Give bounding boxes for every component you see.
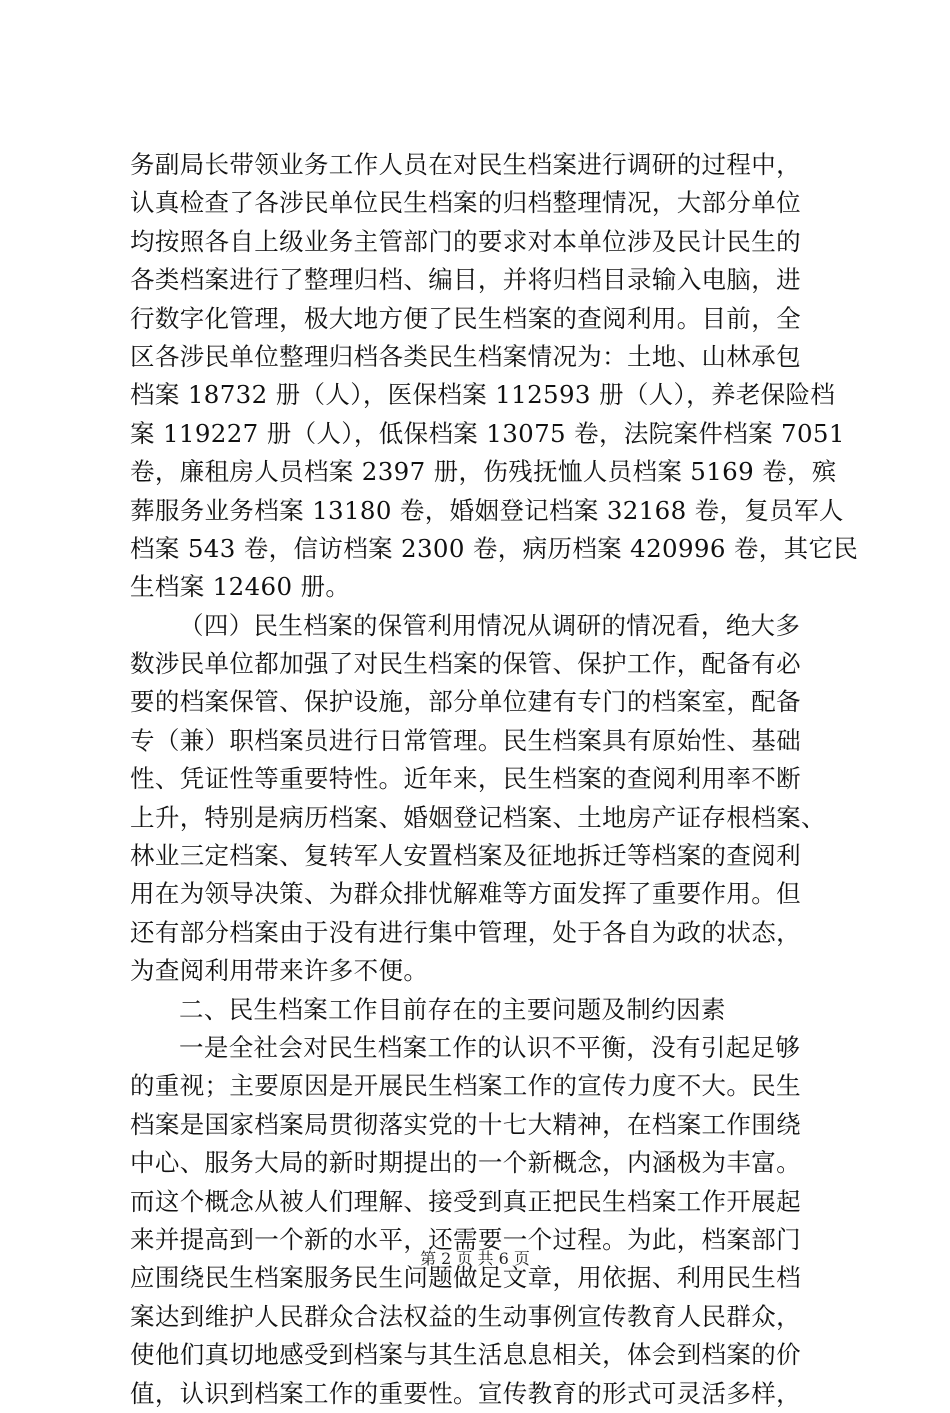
page-number-footer: 第 2 页 共 6 页: [420, 1249, 530, 1268]
text-line: 行数字化管理，极大地方便了民生档案的查阅利用。目前，全: [130, 303, 801, 333]
text-line: 来并提高到一个新的水平，还需要一个过程。为此，档案部门: [130, 1224, 801, 1254]
text-line: 为查阅利用带来许多不便。: [130, 956, 429, 986]
text-line: 认真检查了各涉民单位民生档案的归档整理情况，大部分单位: [130, 188, 801, 218]
document-body: [130, 146, 859, 1413]
paragraph-start-line: （四）民生档案的保管利用情况从调研的情况看，绝大多: [179, 610, 801, 640]
text-line: 而这个概念从被人们理解、接受到真正把民生档案工作开展起: [130, 1186, 801, 1216]
text-line: 用在为领导决策、为群众排忧解难等方面发挥了重要作用。但: [130, 879, 801, 909]
text-line: 性、凭证性等重要特性。近年来，民生档案的查阅利用率不断: [130, 764, 801, 794]
text-line: 生档案 12460 册。: [130, 572, 351, 602]
text-line: 卷，廉租房人员档案 2397 册，伤残抚恤人员档案 5169 卷，殡: [130, 457, 837, 487]
text-line: 葬服务业务档案 13180 卷，婚姻登记档案 32168 卷，复员军人: [130, 495, 844, 525]
section-heading: 二、民生档案工作目前存在的主要问题及制约因素: [179, 994, 726, 1024]
text-line: 还有部分档案由于没有进行集中管理，处于各自为政的状态，: [130, 917, 801, 947]
text-line: 案达到维护人民群众合法权益的生动事例宣传教育人民群众，: [130, 1301, 801, 1331]
text-line: 使他们真切地感受到档案与其生活息息相关，体会到档案的价: [130, 1340, 801, 1370]
text-line: 要的档案保管、保护设施，部分单位建有专门的档案室，配备: [130, 687, 801, 717]
text-line: 案 119227 册（人），低保档案 13075 卷，法院案件档案 7051: [130, 418, 845, 448]
text-line: 区各涉民单位整理归档各类民生档案情况为：土地、山林承包: [130, 341, 801, 371]
text-line: 档案 18732 册（人），医保档案 112593 册（人），养老保险档: [130, 380, 836, 410]
text-line: 值，认识到档案工作的重要性。宣传教育的形式可灵活多样，: [130, 1378, 801, 1408]
text-line: 档案是国家档案局贯彻落实党的十七大精神，在档案工作围绕: [130, 1109, 801, 1139]
text-line: 务副局长带领业务工作人员在对民生档案进行调研的过程中，: [130, 150, 801, 179]
text-line: 档案 543 卷，信访档案 2300 卷，病历档案 420996 卷，其它民: [130, 533, 859, 563]
text-line: 各类档案进行了整理归档、编目，并将归档目录输入电脑，进: [130, 265, 801, 295]
text-line: 上升，特别是病历档案、婚姻登记档案、土地房产证存根档案、: [130, 802, 826, 832]
paragraph-start-line: 一是全社会对民生档案工作的认识不平衡，没有引起足够: [179, 1032, 801, 1062]
text-line: 专（兼）职档案员进行日常管理。民生档案具有原始性、基础: [130, 725, 801, 755]
text-line: 数涉民单位都加强了对民生档案的保管、保护工作，配备有必: [130, 649, 801, 679]
text-line: 均按照各自上级业务主管部门的要求对本单位涉及民计民生的: [130, 226, 801, 256]
text-line: 中心、服务大局的新时期提出的一个新概念，内涵极为丰富。: [130, 1148, 801, 1178]
text-line: 的重视；主要原因是开展民生档案工作的宣传力度不大。民生: [130, 1071, 801, 1101]
text-line: 林业三定档案、复转军人安置档案及征地拆迁等档案的查阅利: [130, 841, 801, 871]
text-line: 应围绕民生档案服务民生问题做足文章，用依据、利用民生档: [130, 1263, 801, 1293]
